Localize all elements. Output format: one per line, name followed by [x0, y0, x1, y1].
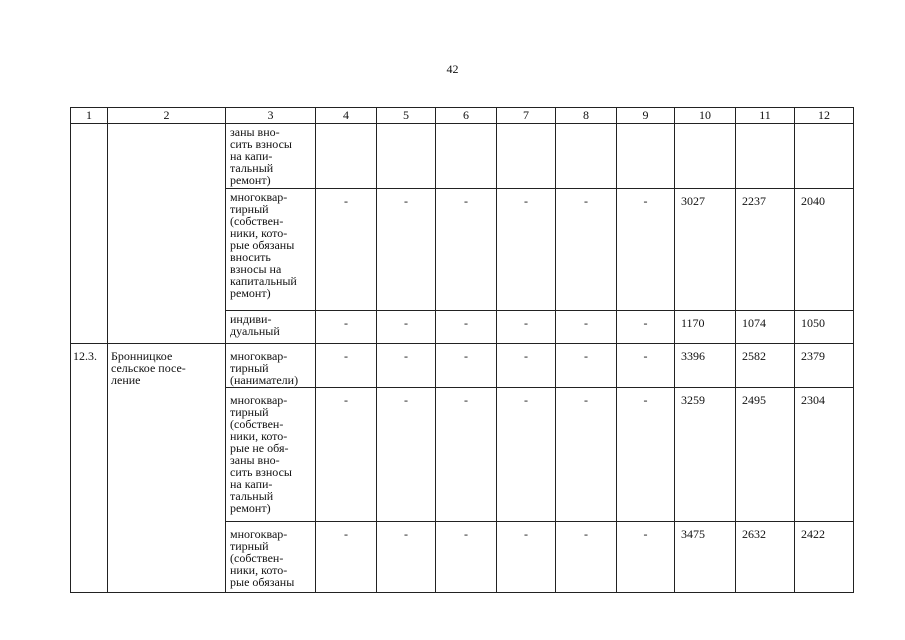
value-cell: -	[316, 388, 377, 522]
value-cell	[617, 124, 675, 189]
value-cell: -	[617, 189, 675, 311]
column-header: 2	[108, 108, 226, 124]
value-cell: 3396	[675, 344, 736, 388]
value-cell	[497, 124, 556, 189]
value-cell	[377, 124, 436, 189]
column-header: 4	[316, 108, 377, 124]
column-header: 12	[795, 108, 854, 124]
value-cell: 2040	[795, 189, 854, 311]
value-cell	[795, 124, 854, 189]
column-header: 10	[675, 108, 736, 124]
value-cell: 3259	[675, 388, 736, 522]
value-cell: -	[436, 388, 497, 522]
value-cell: -	[436, 189, 497, 311]
value-cell: 3475	[675, 522, 736, 593]
value-cell: -	[436, 522, 497, 593]
value-cell: 3027	[675, 189, 736, 311]
value-cell: -	[497, 189, 556, 311]
page-number: 42	[446, 62, 459, 76]
value-cell: -	[497, 388, 556, 522]
table-row	[71, 344, 854, 388]
row-index-cell	[71, 124, 108, 344]
value-cell: -	[497, 522, 556, 593]
value-cell: -	[436, 311, 497, 344]
value-cell: 2304	[795, 388, 854, 522]
housing-type-cell: многоквар- тирный (наниматели)	[226, 344, 316, 388]
value-cell: -	[377, 189, 436, 311]
column-header: 11	[736, 108, 795, 124]
value-cell: 1074	[736, 311, 795, 344]
column-header: 7	[497, 108, 556, 124]
value-cell: -	[556, 388, 617, 522]
value-cell: -	[436, 344, 497, 388]
value-cell: 2582	[736, 344, 795, 388]
value-cell: 2422	[795, 522, 854, 593]
value-cell: 1170	[675, 311, 736, 344]
value-cell: -	[377, 311, 436, 344]
housing-type-cell: многоквар- тирный (собствен- ники, кото- рые обязаны	[226, 522, 316, 593]
value-cell: -	[556, 311, 617, 344]
value-cell: 2237	[736, 189, 795, 311]
value-cell: -	[556, 522, 617, 593]
housing-type-cell: многоквар- тирный (собствен- ники, кото- рые не обя- заны вно- сить взносы на капи- тальный ремонт)	[226, 388, 316, 522]
value-cell	[675, 124, 736, 189]
value-cell: -	[316, 189, 377, 311]
value-cell: -	[556, 189, 617, 311]
value-cell	[316, 124, 377, 189]
value-cell	[436, 124, 497, 189]
value-cell: -	[316, 344, 377, 388]
housing-type-cell: заны вно- сить взносы на капи- тальный ремонт)	[226, 124, 316, 189]
column-header: 8	[556, 108, 617, 124]
value-cell: -	[617, 344, 675, 388]
column-header: 5	[377, 108, 436, 124]
value-cell: -	[316, 522, 377, 593]
column-header: 1	[71, 108, 108, 124]
column-header: 6	[436, 108, 497, 124]
settlement-name-cell: Бронницкое сельское посе- ление	[108, 344, 226, 593]
value-cell: -	[377, 344, 436, 388]
value-cell	[736, 124, 795, 189]
settlement-name-cell	[108, 124, 226, 344]
housing-type-cell: индиви- дуальный	[226, 311, 316, 344]
value-cell: -	[497, 311, 556, 344]
value-cell: -	[316, 311, 377, 344]
row-index-cell: 12.3.	[71, 344, 108, 593]
value-cell: 2495	[736, 388, 795, 522]
value-cell: -	[617, 311, 675, 344]
value-cell: -	[617, 522, 675, 593]
value-cell: 2379	[795, 344, 854, 388]
value-cell: -	[556, 344, 617, 388]
value-cell: 1050	[795, 311, 854, 344]
value-cell: -	[497, 344, 556, 388]
value-cell: -	[377, 388, 436, 522]
column-header: 3	[226, 108, 316, 124]
value-cell: -	[617, 388, 675, 522]
housing-type-cell: многоквар- тирный (собствен- ники, кото- рые обязаны вносить взносы на капитальный ремонт)	[226, 189, 316, 311]
value-cell: -	[377, 522, 436, 593]
value-cell	[556, 124, 617, 189]
column-header: 9	[617, 108, 675, 124]
value-cell: 2632	[736, 522, 795, 593]
table-row	[71, 124, 854, 189]
tariff-table	[70, 107, 854, 593]
table-header-row	[71, 108, 854, 124]
